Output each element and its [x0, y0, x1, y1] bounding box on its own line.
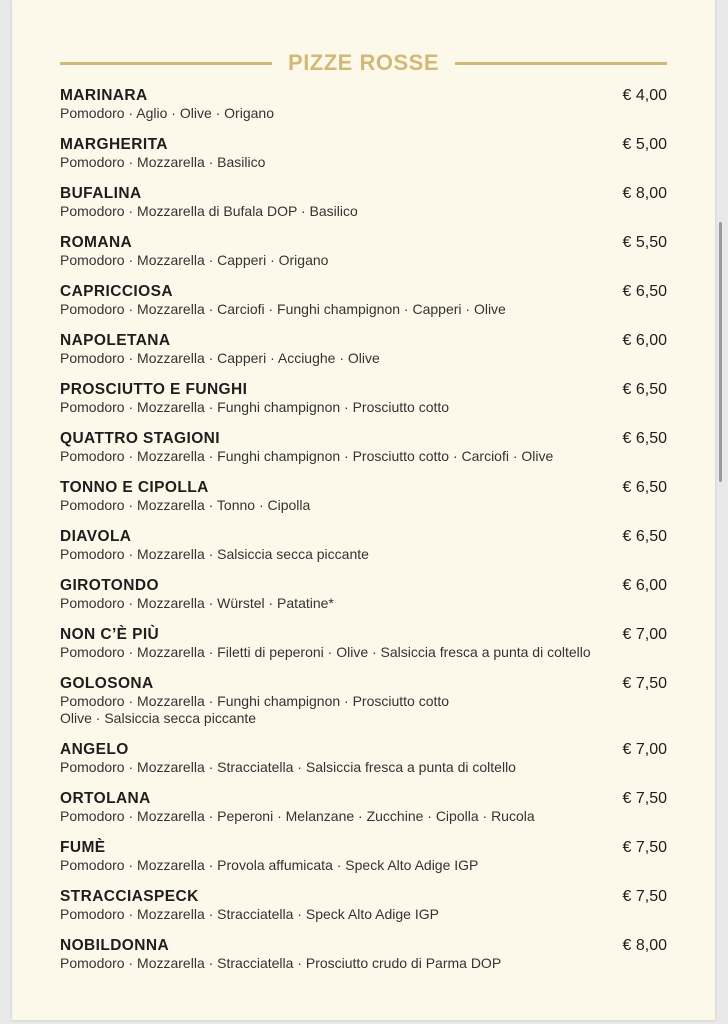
item-name: GIROTONDO: [60, 577, 159, 594]
item-price: € 4,00: [622, 87, 667, 104]
item-ingredients-line2: Olive · Salsiccia secca piccante: [60, 710, 257, 726]
item-ingredients: Pomodoro · Mozzarella · Funghi champignon · Prosciutto cotto: [60, 693, 450, 709]
item-name: ANGELO: [60, 741, 129, 758]
menu-item: [60, 740, 667, 789]
item-ingredients: Pomodoro · Mozzarella di Bufala DOP · Basilico: [60, 203, 358, 219]
menu-item: [60, 527, 667, 576]
menu-item: [60, 625, 667, 674]
item-name: STRACCIASPECK: [60, 888, 199, 905]
menu-item: [60, 674, 667, 740]
scrollbar-thumb[interactable]: [719, 222, 722, 482]
item-name: MARINARA: [60, 87, 148, 104]
item-ingredients: Pomodoro · Mozzarella · Provola affumicata · Speck Alto Adige IGP: [60, 857, 479, 873]
menu-item: [60, 380, 667, 429]
item-price: € 7,50: [622, 888, 667, 905]
menu-item: [60, 838, 667, 887]
item-ingredients: Pomodoro · Mozzarella · Salsiccia secca piccante: [60, 546, 369, 562]
item-name: DIAVOLA: [60, 528, 132, 545]
section-header: [60, 48, 667, 78]
item-price: € 8,00: [622, 937, 667, 954]
item-name: QUATTRO STAGIONI: [60, 430, 220, 447]
menu-list: [60, 86, 667, 985]
item-ingredients: Pomodoro · Mozzarella · Filetti di peperoni · Olive · Salsiccia fresca a punta di coltello: [60, 644, 591, 660]
menu-item: [60, 184, 667, 233]
item-price: € 6,50: [622, 430, 667, 447]
item-name: TONNO E CIPOLLA: [60, 479, 209, 496]
item-price: € 6,50: [622, 381, 667, 398]
menu-item: [60, 887, 667, 936]
menu-item: [60, 478, 667, 527]
item-name: CAPRICCIOSA: [60, 283, 173, 300]
item-name: MARGHERITA: [60, 136, 168, 153]
item-price: € 5,00: [622, 136, 667, 153]
menu-item: [60, 282, 667, 331]
item-price: € 7,50: [622, 790, 667, 807]
item-ingredients: Pomodoro · Mozzarella · Stracciatella · Speck Alto Adige IGP: [60, 906, 439, 922]
item-ingredients: Pomodoro · Mozzarella · Funghi champignon · Prosciutto cotto · Carciofi · Olive: [60, 448, 554, 464]
menu-page: [12, 0, 715, 1020]
item-name: FUMÈ: [60, 839, 106, 856]
menu-item: [60, 936, 667, 985]
item-price: € 6,50: [622, 528, 667, 545]
menu-item: [60, 135, 667, 184]
item-name: PROSCIUTTO E FUNGHI: [60, 381, 248, 398]
item-name: BUFALINA: [60, 185, 142, 202]
header-rule-right: [455, 62, 667, 65]
item-price: € 6,00: [622, 577, 667, 594]
item-price: € 8,00: [622, 185, 667, 202]
item-name: NON C’È PIÙ: [60, 626, 160, 643]
item-ingredients: Pomodoro · Aglio · Olive · Origano: [60, 105, 274, 121]
item-name: ROMANA: [60, 234, 133, 251]
section-title: PIZZE ROSSE: [288, 50, 439, 75]
item-price: € 6,50: [622, 283, 667, 300]
item-ingredients: Pomodoro · Mozzarella · Würstel · Patatine*: [60, 595, 334, 611]
item-ingredients: Pomodoro · Mozzarella · Capperi · Origano: [60, 252, 329, 268]
item-ingredients: Pomodoro · Mozzarella · Funghi champignon · Prosciutto cotto: [60, 399, 450, 415]
item-price: € 5,50: [622, 234, 667, 251]
menu-item: [60, 429, 667, 478]
item-price: € 6,00: [622, 332, 667, 349]
item-ingredients: Pomodoro · Mozzarella · Peperoni · Melanzane · Zucchine · Cipolla · Rucola: [60, 808, 535, 824]
item-price: € 6,50: [622, 479, 667, 496]
menu-item: [60, 331, 667, 380]
item-ingredients: Pomodoro · Mozzarella · Stracciatella · Salsiccia fresca a punta di coltello: [60, 759, 516, 775]
item-price: € 7,50: [622, 839, 667, 856]
item-ingredients: Pomodoro · Mozzarella · Tonno · Cipolla: [60, 497, 311, 513]
item-price: € 7,00: [622, 741, 667, 758]
menu-item: [60, 86, 667, 135]
item-name: ORTOLANA: [60, 790, 151, 807]
header-rule-left: [60, 62, 272, 65]
item-ingredients: Pomodoro · Mozzarella · Basilico: [60, 154, 266, 170]
item-price: € 7,50: [622, 675, 667, 692]
item-ingredients: Pomodoro · Mozzarella · Carciofi · Funghi champignon · Capperi · Olive: [60, 301, 506, 317]
item-ingredients: Pomodoro · Mozzarella · Capperi · Acciughe · Olive: [60, 350, 380, 366]
item-price: € 7,00: [622, 626, 667, 643]
item-name: NAPOLETANA: [60, 332, 171, 349]
item-name: NOBILDONNA: [60, 937, 170, 954]
item-name: GOLOSONA: [60, 675, 154, 692]
item-ingredients: Pomodoro · Mozzarella · Stracciatella · Prosciutto crudo di Parma DOP: [60, 955, 502, 971]
menu-item: [60, 789, 667, 838]
menu-item: [60, 576, 667, 625]
menu-item: [60, 233, 667, 282]
